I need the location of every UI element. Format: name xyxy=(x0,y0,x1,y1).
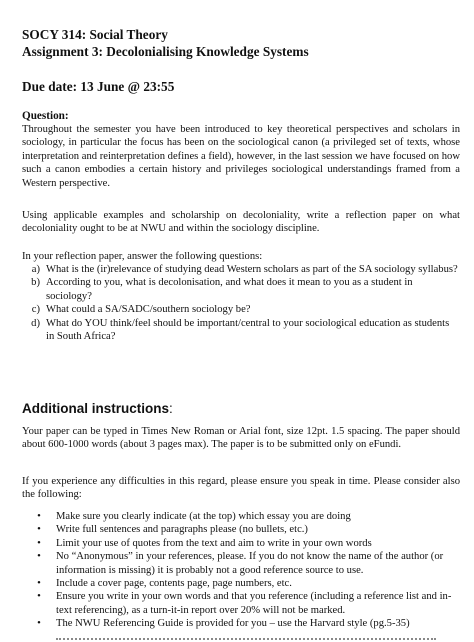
list-item xyxy=(22,550,460,577)
question-text: What do YOU think/feel should be important/central to your sociological education as students in South Africa? xyxy=(46,317,450,343)
bullet-text: Write full sentences and paragraphs please (no bullets, etc.) xyxy=(56,524,308,536)
bullet-text: Ensure you write in your own words and that you reference (including a reference list and in-text referencing), as a turn-it-in report over 20% will not be marked. xyxy=(56,591,452,616)
additional-instructions-heading xyxy=(22,400,460,417)
course-title: SOCY 314: Social Theory xyxy=(22,27,168,42)
bullet-text: The NWU Referencing Guide is provided for you – use the Harvard style (pg.5-35) xyxy=(56,618,410,630)
bullet-glyph: • xyxy=(37,537,41,549)
due-date: Due date: 13 June @ 23:55 xyxy=(22,79,175,94)
question-intro: Throughout the semester you have been introduced to key theoretical perspectives and scholars in sociology, in particular the focus has been on the sociological canon (a privileged set of texts, whose interpretation and reinterpretation defines a field), however, in the last session we have focused on how such a canon embodies a certain history and privileges sociological understandings framed from a Western perspective. xyxy=(22,124,460,189)
instructions-bullet-list xyxy=(22,510,460,631)
list-item xyxy=(22,523,460,536)
bullet-text: No “Anonymous” in your references, please. If you do not know the name of the author (or information is missing) it is probably not a good reference source to use. xyxy=(56,551,444,576)
questions-lead: In your reflection paper, answer the following questions: xyxy=(22,251,263,262)
question-letter: a) xyxy=(31,264,40,275)
list-item xyxy=(22,577,460,590)
question-item-c xyxy=(22,303,460,316)
cropped-next-line xyxy=(56,634,436,642)
list-item xyxy=(22,510,460,523)
list-item xyxy=(22,537,460,550)
question-label: Question: xyxy=(22,110,69,122)
question-text: According to you, what is decolonisation, and what does it mean to you as a student in sociology? xyxy=(46,277,413,302)
bullet-text: Limit your use of quotes from the text and aim to write in your own words xyxy=(56,537,372,549)
question-item-a xyxy=(22,263,460,276)
question-item-b xyxy=(22,276,460,303)
list-item xyxy=(22,617,460,630)
bullet-text: Make sure you clearly indicate (at the top) which essay you are doing xyxy=(56,511,351,522)
assignment-title: Assignment 3: Decolonialising Knowledge Systems xyxy=(22,44,309,59)
bullet-glyph: • xyxy=(37,618,41,630)
question-letter: d) xyxy=(31,317,40,329)
question-text: What could a SA/SADC/southern sociology be? xyxy=(46,304,251,316)
question-text: What is the (ir)relevance of studying dead Western scholars as part of the SA sociology syllabus? xyxy=(46,264,458,275)
question-letter: b) xyxy=(31,277,40,289)
additional-colon: : xyxy=(169,401,173,416)
bullet-text: Include a cover page, contents page, page numbers, etc. xyxy=(56,578,292,590)
bullet-glyph: • xyxy=(37,551,41,563)
question-task: Using applicable examples and scholarship on decoloniality, write a reflection paper on what decoloniality ought to be at NWU and within the sociology discipline. xyxy=(22,210,460,235)
bullet-glyph: • xyxy=(37,591,41,603)
bullet-glyph: • xyxy=(37,511,41,522)
question-item-d xyxy=(22,317,460,344)
difficulty-paragraph: If you experience any difficulties in this regard, please ensure you speak in time. Please consider also the following: xyxy=(22,476,460,501)
bullet-glyph: • xyxy=(37,524,41,536)
questions-list xyxy=(22,263,460,343)
bullet-glyph: • xyxy=(37,578,41,590)
question-letter: c) xyxy=(31,304,40,316)
additional-title: Additional instructions xyxy=(22,401,169,416)
list-item xyxy=(22,590,460,617)
format-paragraph: Your paper can be typed in Times New Roman or Arial font, size 12pt. 1.5 spacing. The paper should about 600-1000 words (about 3 pages max). The paper is to be submitted only on eFundi. xyxy=(22,426,460,451)
